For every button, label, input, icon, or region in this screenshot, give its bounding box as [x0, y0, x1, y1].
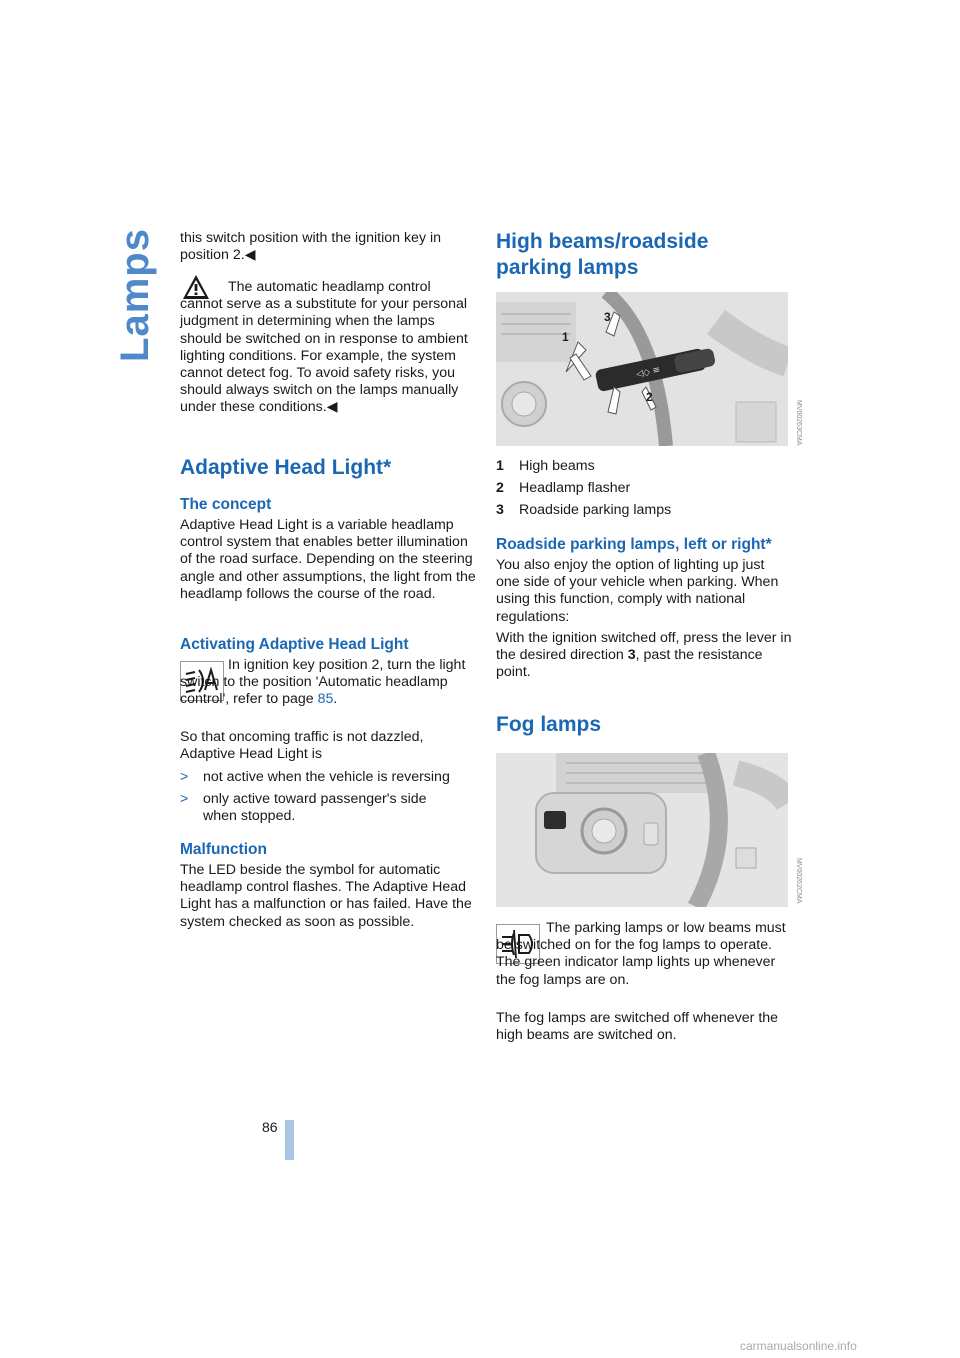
bullet-item: > only active toward passenger's side when stopped. — [180, 791, 427, 825]
figure-label: 1 — [562, 330, 569, 344]
dazzle-paragraph: So that oncoming traffic is not dazzled, Adaptive Head Light is — [180, 729, 424, 763]
figure-label: 3 — [604, 310, 611, 324]
svg-text:◁◇ ≡: ◁◇ ≡ — [635, 365, 662, 380]
malfunction-paragraph: The LED beside the symbol for automatic headlamp control flashes. The Adaptive Head Light has a malfunction or has failed. Have the system checked as soon as possible. — [180, 862, 472, 930]
roadside-heading: Roadside parking lamps, left or right* — [496, 536, 772, 553]
watermark-text: carmanualsonline.info — [740, 1339, 857, 1353]
page-link-85[interactable]: 85 — [317, 691, 334, 708]
malfunction-heading: Malfunction — [180, 841, 267, 858]
page-number: 86 — [262, 1119, 278, 1135]
warning-paragraph: The automatic headlamp control cannot serve as a substitute for your personal judgment in determining when the lamps should be switched on in response to ambient lighting conditions. For example, the system cannot detect fog. To avoid safety risks, you should always switch on the lamps manually under these conditions.◀ — [180, 279, 468, 416]
bullet-arrow: > — [180, 769, 189, 785]
fog-paragraph: The parking lamps or low beams must be switched on for the fog lamps to operate. The green indicator lamp lights up whenever the fog lamps are on. — [496, 920, 786, 988]
figure-label: 2 — [646, 390, 653, 404]
high-beams-figure — [496, 292, 788, 446]
fog-lamps-heading: Fog lamps — [496, 713, 602, 736]
list-item: 3 Roadside parking lamps — [496, 502, 672, 518]
activating-heading: Activating Adaptive Head Light — [180, 636, 409, 653]
page-number-bar — [285, 1120, 294, 1160]
chapter-side-title: Lamps — [113, 228, 157, 362]
fog-off-paragraph: The fog lamps are switched off whenever the high beams are switched on. — [496, 1010, 779, 1044]
bullet-item: > not active when the vehicle is reversing — [180, 769, 450, 785]
list-item: 1 High beams — [496, 458, 595, 474]
figure-code: MV00262CMA — [795, 858, 802, 904]
high-beams-heading: High beams/roadside parking lamps — [496, 230, 709, 279]
intro-paragraph: this switch position with the ignition key in position 2.◀ — [180, 230, 442, 264]
adaptive-head-light-heading: Adaptive Head Light* — [180, 456, 392, 479]
ignition-paragraph: With the ignition switched off, press the lever in the desired direction 3, past the resistance point. — [496, 630, 792, 681]
figure-code: MV00263CMA — [795, 400, 802, 446]
roadside-paragraph: You also enjoy the option of lighting up just one side of your vehicle when parking. When using this function, comply with national regulations: — [496, 557, 779, 625]
bullet-arrow: > — [180, 791, 189, 807]
concept-paragraph: Adaptive Head Light is a variable headlamp control system that enables better illumination of the road surface. Depending on the steering angle and other assumptions, the light from the headlamp follows the course of the road. — [180, 517, 476, 602]
concept-heading: The concept — [180, 496, 272, 513]
activating-paragraph: In ignition key position 2, turn the light switch to the position 'Automatic headlamp control', refer to page 85. — [180, 657, 466, 708]
fog-lamps-figure — [496, 753, 788, 907]
list-item: 2 Headlamp flasher — [496, 480, 631, 496]
